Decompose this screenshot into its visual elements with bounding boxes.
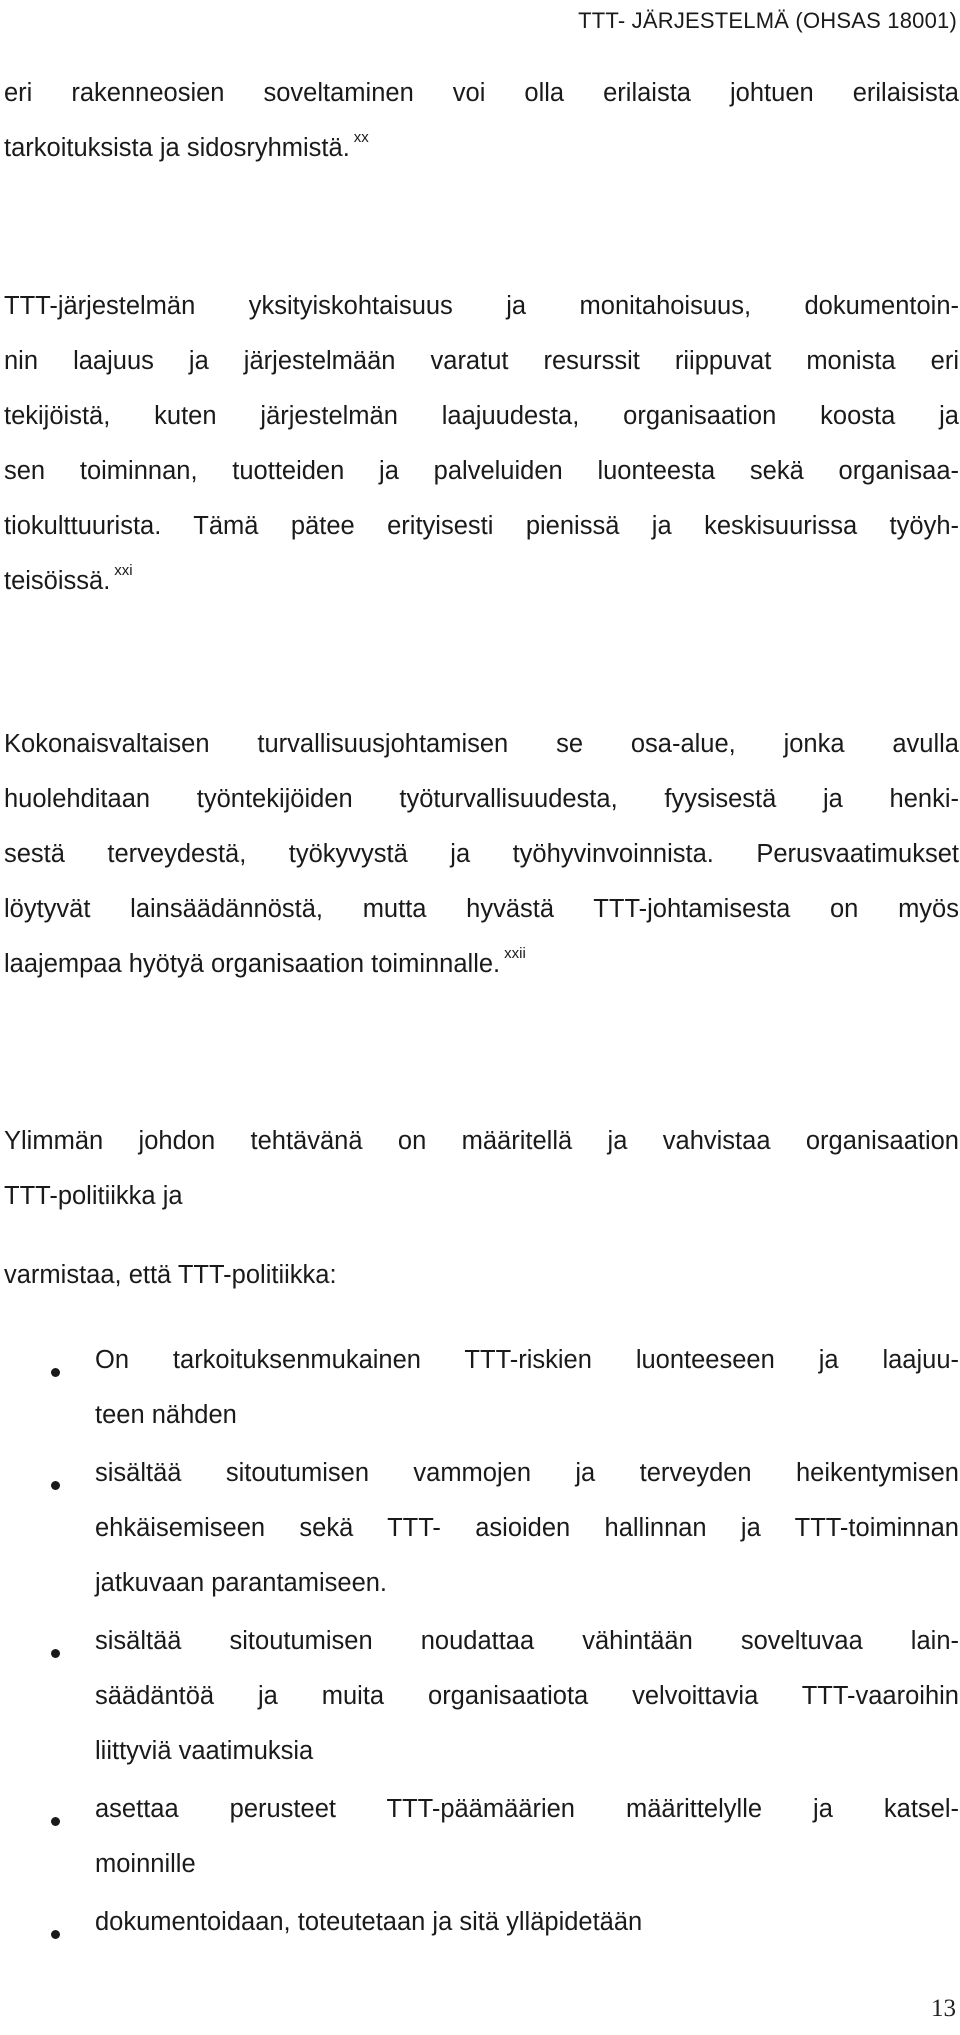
text-line: [4, 937, 959, 992]
text-line-content: tarkoituksista ja sidosryhmistä.: [4, 134, 350, 162]
paragraph: [4, 1248, 959, 1303]
document-body: [4, 66, 959, 1963]
list-item: [4, 1346, 959, 1456]
text-line: sestä terveydestä, työkyvystä ja työhyvinvoinnista. Perusvaatimukset: [4, 840, 959, 868]
text-line: TTT-järjestelmän yksityiskohtaisuus ja monitahoisuus, dokumentoin-: [4, 292, 959, 320]
text-line: sen toiminnan, tuotteiden ja palveluiden luonteesta sekä organisaa-: [4, 457, 959, 485]
text-line: tekijöistä, kuten järjestelmän laajuudesta, organisaation koosta ja: [4, 402, 959, 430]
paragraph: [4, 1114, 959, 1224]
text-line: dokumentoidaan, toteutetaan ja sitä ylläpidetään: [95, 1908, 643, 1936]
text-line: TTT-politiikka ja: [4, 1182, 183, 1210]
paragraph: [4, 717, 959, 992]
text-line-content: laajempaa hyötyä organisaation toiminnalle.: [4, 950, 501, 978]
page-number: 13: [931, 1995, 956, 2022]
text-line: asettaa perusteet TTT-päämäärien määrittelylle ja katsel-: [95, 1795, 959, 1823]
text-line: On tarkoituksenmukainen TTT-riskien luonteeseen ja laajuu-: [95, 1346, 959, 1374]
text-line: huolehditaan työntekijöiden työturvallisuudesta, fyysisestä ja henki-: [4, 785, 959, 813]
text-line: [4, 554, 959, 609]
text-line: löytyvät lainsäädännöstä, mutta hyvästä TTT-johtamisesta on myös: [4, 895, 959, 923]
paragraph: [4, 66, 959, 176]
list-item: [4, 1795, 959, 1905]
text-line: teen nähden: [95, 1401, 237, 1429]
bullet-icon: [51, 1649, 60, 1658]
paragraph: [4, 279, 959, 609]
bullet-icon: [51, 1817, 60, 1826]
footnote-ref: xx: [353, 129, 369, 146]
bullet-icon: [51, 1368, 60, 1377]
text-line: jatkuvaan parantamiseen.: [95, 1569, 388, 1597]
text-line: varmistaa, että TTT-politiikka:: [4, 1261, 337, 1289]
text-line: Kokonaisvaltaisen turvallisuusjohtamisen se osa-alue, jonka avulla: [4, 730, 959, 758]
footnote-ref: xxii: [504, 945, 526, 962]
text-line: sisältää sitoutumisen vammojen ja terveyden heikentymisen: [95, 1459, 959, 1487]
text-line: liittyviä vaatimuksia: [95, 1737, 314, 1765]
text-line: moinnille: [95, 1850, 196, 1878]
bullet-list: [4, 1346, 959, 1963]
text-line: eri rakenneosien soveltaminen voi olla erilaista johtuen erilaisista: [4, 79, 959, 107]
bullet-icon: [51, 1481, 60, 1490]
footnote-ref: xxi: [114, 562, 133, 579]
text-line: Ylimmän johdon tehtävänä on määritellä ja vahvistaa organisaation: [4, 1127, 959, 1155]
bullet-icon: [51, 1930, 60, 1939]
text-line: säädäntöä ja muita organisaatiota velvoittavia TTT-vaaroihin: [95, 1682, 959, 1710]
running-header: TTT- JÄRJESTELMÄ (OHSAS 18001): [578, 8, 957, 33]
text-line: [4, 121, 959, 176]
text-line: sisältää sitoutumisen noudattaa vähintään soveltuvaa lain-: [95, 1627, 959, 1655]
list-item: [4, 1459, 959, 1624]
text-line: nin laajuus ja järjestelmään varatut resurssit riippuvat monista eri: [4, 347, 959, 375]
list-item: [4, 1908, 959, 1963]
text-line-content: teisöissä.: [4, 567, 111, 595]
list-item: [4, 1627, 959, 1792]
text-line: ehkäisemiseen sekä TTT- asioiden hallinnan ja TTT-toiminnan: [95, 1514, 959, 1542]
text-line: tiokulttuurista. Tämä pätee erityisesti pienissä ja keskisuurissa työyh-: [4, 512, 959, 540]
